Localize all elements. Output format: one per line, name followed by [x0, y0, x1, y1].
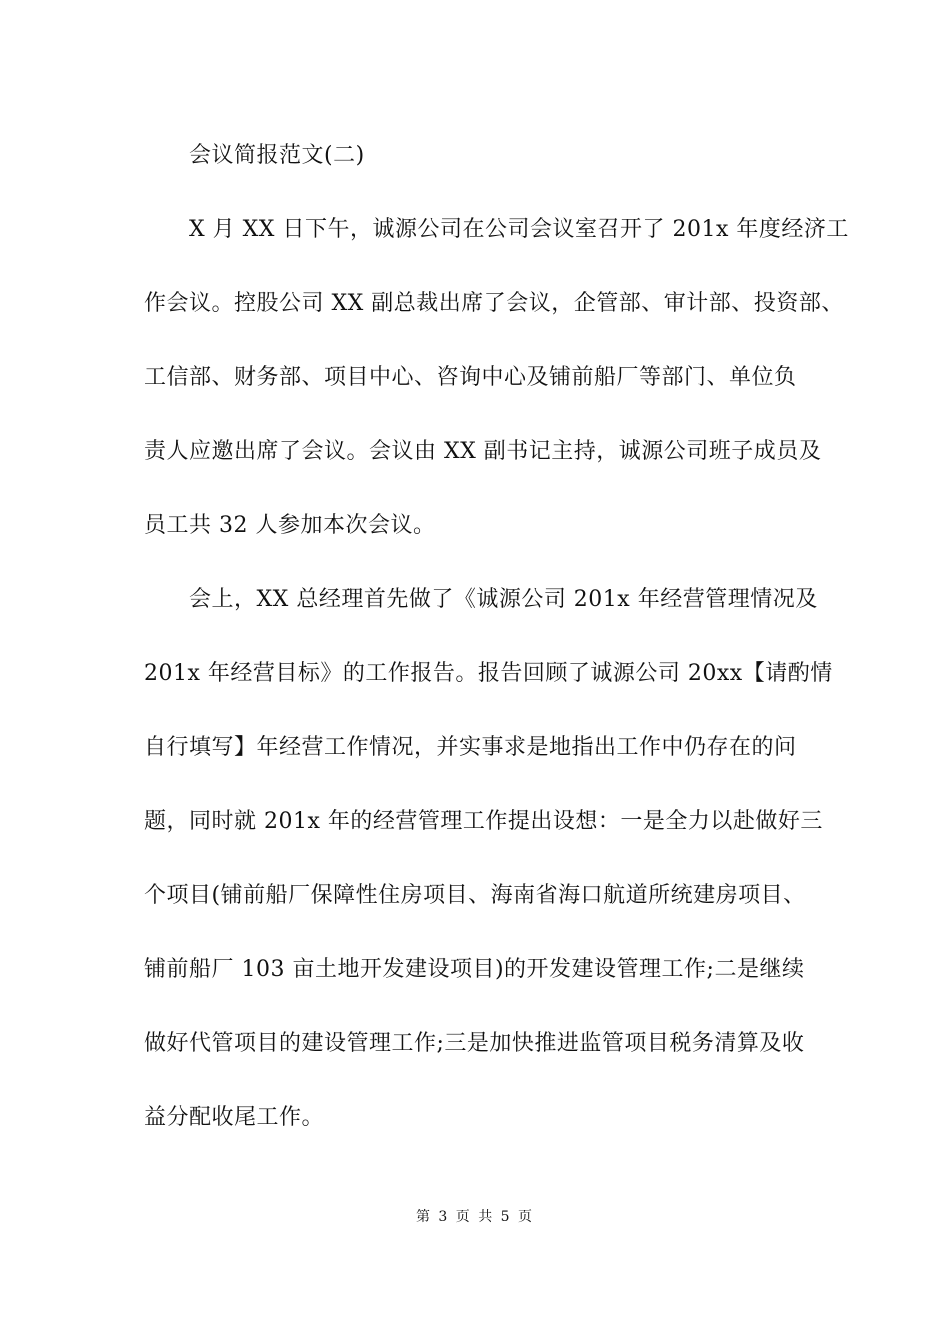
- paragraph-line: 铺前船厂 103 亩土地开发建设项目)的开发建设管理工作;二是继续: [144, 957, 805, 982]
- paragraph-line: 自行填写】年经营工作情况，并实事求是地指出工作中仍存在的问: [144, 735, 797, 760]
- paragraph-line: 工信部、财务部、项目中心、咨询中心及铺前船厂等部门、单位负: [144, 365, 797, 390]
- paragraph-line: 个项目(铺前船厂保障性住房项目、海南省海口航道所统建房项目、: [144, 883, 806, 908]
- page-number-footer: 第 3 页 共 5 页: [415, 1209, 535, 1225]
- paragraph-line: 益分配收尾工作。: [144, 1105, 325, 1130]
- paragraph-line: 做好代管项目的建设管理工作;三是加快推进监管项目税务清算及收: [144, 1031, 805, 1056]
- document-heading: 会议简报范文(二): [189, 143, 365, 168]
- paragraph-line: 员工共 32 人参加本次会议。: [144, 513, 436, 538]
- paragraph-line: 责人应邀出席了会议。会议由 XX 副书记主持，诚源公司班子成员及: [144, 439, 822, 464]
- paragraph-line: 作会议。控股公司 XX 副总裁出席了会议，企管部、审计部、投资部、: [144, 291, 844, 316]
- paragraph-line: 201x 年经营目标》的工作报告。报告回顾了诚源公司 20xx【请酌情: [144, 661, 833, 686]
- paragraph-line: X 月 XX 日下午，诚源公司在公司会议室召开了 201x 年度经济工: [189, 217, 849, 242]
- paragraph-line: 会上，XX 总经理首先做了《诚源公司 201x 年经营管理情况及: [189, 587, 818, 612]
- paragraph-line: 题，同时就 201x 年的经营管理工作提出设想：一是全力以赴做好三: [144, 809, 823, 834]
